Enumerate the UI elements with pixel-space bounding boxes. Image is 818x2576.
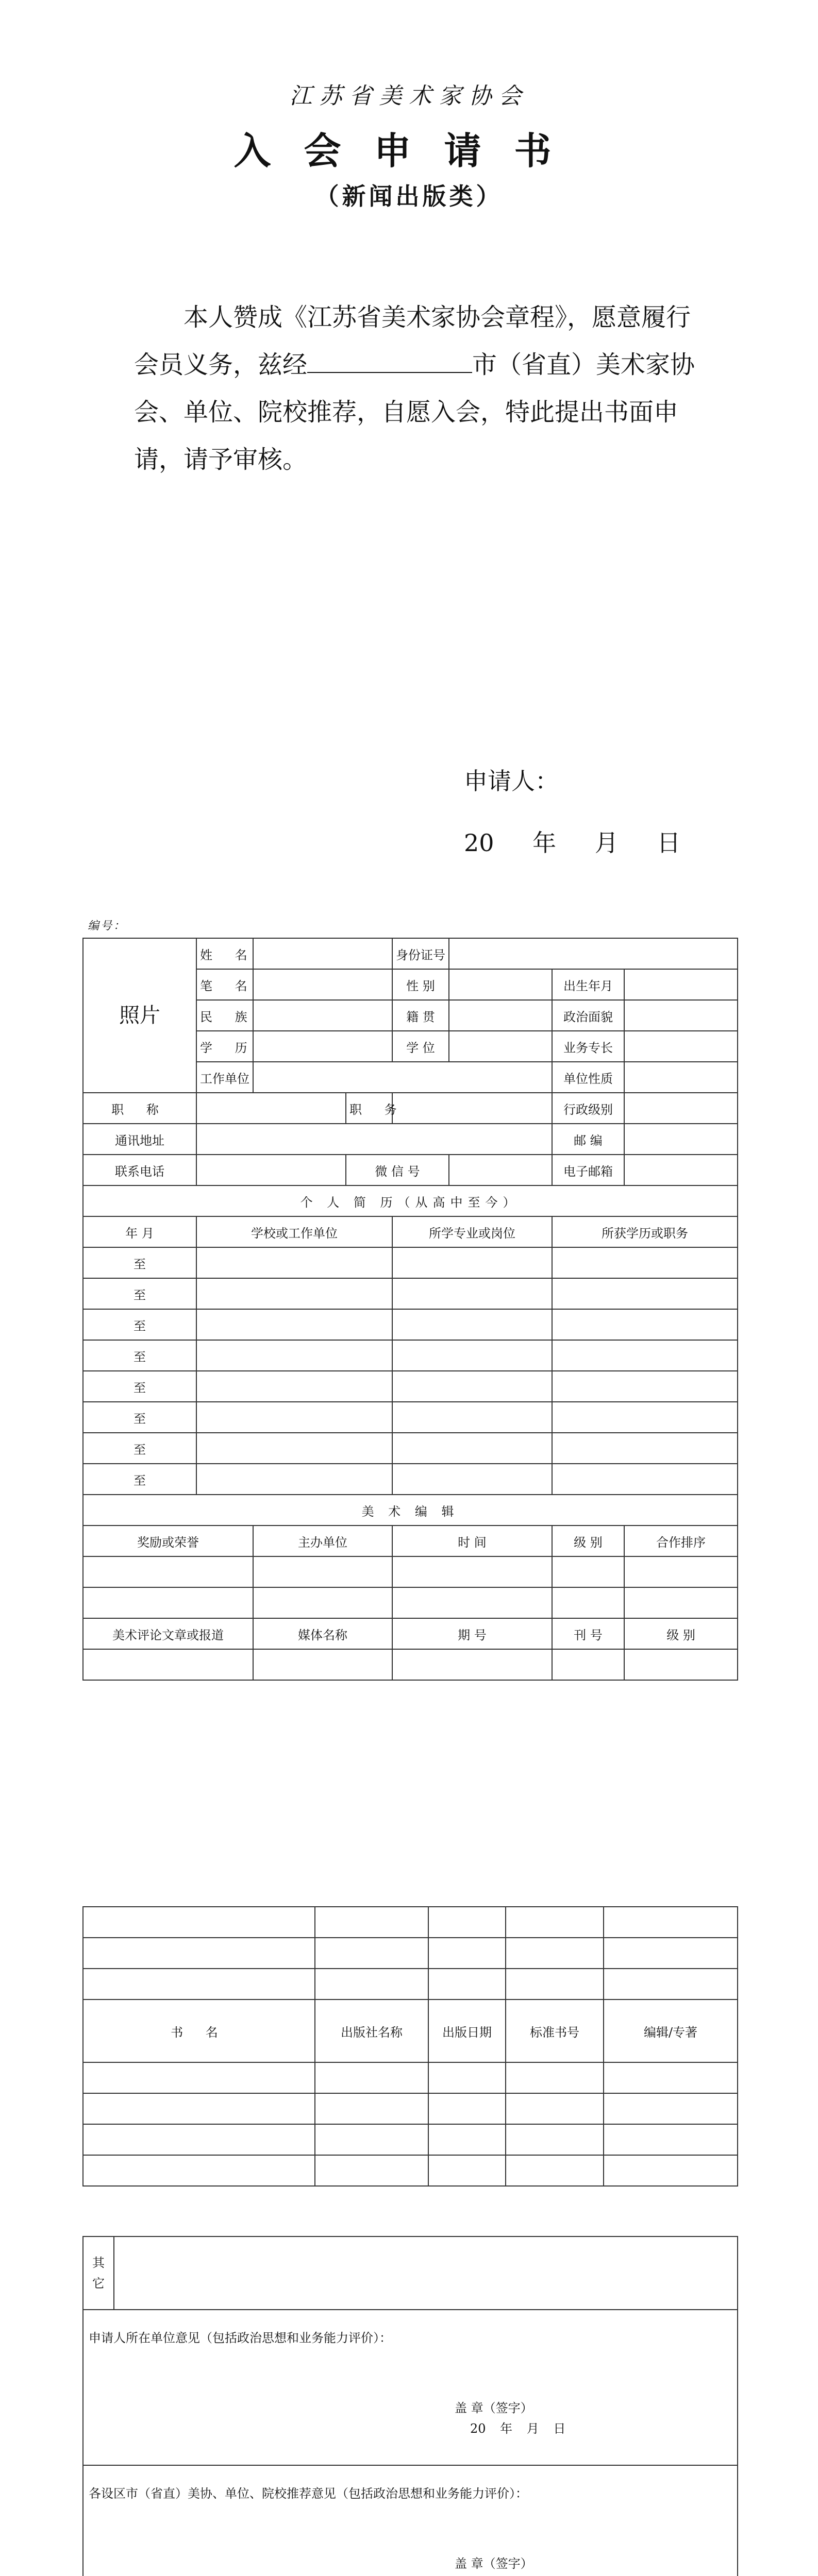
resume-row [83, 1340, 738, 1371]
admin-level-field[interactable] [624, 1093, 738, 1124]
edit-section-title: 美 术 编 辑 [83, 1495, 738, 1526]
resume-period[interactable]: 至 [83, 1309, 196, 1340]
book-col-title: 书 名 [83, 1999, 315, 2062]
resume-cell[interactable] [196, 1278, 392, 1309]
award-cell[interactable] [552, 1556, 624, 1587]
unit-sign-date: 20 年 月 日 [470, 2421, 566, 2436]
book-cell[interactable] [315, 2124, 428, 2155]
admin-level-label: 行政级别 [552, 1093, 624, 1124]
review-col-media: 媒体名称 [253, 1618, 392, 1649]
resume-row [83, 1371, 738, 1402]
pub-cell[interactable] [83, 1938, 315, 1969]
phone-label: 联系电话 [83, 1155, 196, 1185]
unit-nature-label: 单位性质 [552, 1062, 624, 1093]
book-cell[interactable] [83, 2124, 315, 2155]
resume-cell[interactable] [196, 1402, 392, 1433]
birth-label: 出生年月 [552, 969, 624, 1000]
name-label: 姓 名 [196, 938, 253, 969]
award-cell[interactable] [83, 1556, 253, 1587]
pub-cell[interactable] [315, 1969, 428, 1999]
resume-col-date: 年 月 [83, 1216, 196, 1247]
book-col-role: 编辑/专著 [604, 1999, 738, 2062]
award-cell[interactable] [624, 1556, 738, 1587]
resume-cell[interactable] [196, 1309, 392, 1340]
unit-seal-label: 盖 章（签字） [455, 2401, 533, 2415]
award-cell[interactable] [624, 1587, 738, 1618]
id-field[interactable] [449, 938, 738, 969]
resume-cell[interactable] [552, 1402, 738, 1433]
book-cell[interactable] [428, 2062, 506, 2093]
award-cell[interactable] [83, 1587, 253, 1618]
pub-cell[interactable] [428, 1907, 506, 1938]
review-col-level: 级 别 [624, 1618, 738, 1649]
city-blank[interactable] [307, 351, 472, 373]
award-cell[interactable] [392, 1587, 552, 1618]
resume-cell[interactable] [392, 1247, 552, 1278]
specialty-label: 业务专长 [552, 1031, 624, 1062]
book-cell[interactable] [83, 2093, 315, 2124]
book-cell[interactable] [315, 2062, 428, 2093]
pub-cell[interactable] [604, 1969, 738, 1999]
gender-field[interactable] [449, 969, 552, 1000]
pub-cell[interactable] [428, 1938, 506, 1969]
postcode-label: 邮 编 [552, 1124, 624, 1155]
intro-text-1: 本人赞成《江苏省美术家协会章程》，愿意履行会员义务，兹经 [134, 303, 691, 379]
book-cell[interactable] [315, 2093, 428, 2124]
book-cell[interactable] [604, 2124, 738, 2155]
pub-cell[interactable] [604, 1938, 738, 1969]
book-cell[interactable] [83, 2155, 315, 2186]
document-subtitle: （新闻出版类） [315, 182, 503, 210]
email-field[interactable] [624, 1155, 738, 1185]
photo-box[interactable] [83, 938, 196, 1093]
origin-field[interactable] [449, 1000, 552, 1031]
book-cell[interactable] [428, 2155, 506, 2186]
pub-cell[interactable] [428, 1969, 506, 1999]
resume-period[interactable]: 至 [83, 1247, 196, 1278]
award-cell[interactable] [253, 1587, 392, 1618]
resume-cell[interactable] [196, 1464, 392, 1495]
award-row [83, 1556, 738, 1587]
resume-period[interactable]: 至 [83, 1464, 196, 1495]
recommend-opinion[interactable] [83, 2465, 738, 2576]
gender-label: 性 别 [392, 969, 449, 1000]
resume-period[interactable]: 至 [83, 1371, 196, 1402]
resume-row [83, 1247, 738, 1278]
address-label: 通讯地址 [83, 1124, 196, 1155]
birth-field[interactable] [624, 969, 738, 1000]
specialty-field[interactable] [624, 1031, 738, 1062]
resume-cell[interactable] [392, 1402, 552, 1433]
unit-opinion[interactable] [83, 2310, 738, 2465]
workplace-label: 工作单位 [196, 1062, 253, 1093]
id-label: 身份证号 [392, 938, 449, 969]
pub-cell[interactable] [315, 1907, 428, 1938]
resume-cell[interactable] [196, 1247, 392, 1278]
review-cell[interactable] [253, 1649, 392, 1680]
book-row [83, 2093, 738, 2124]
resume-cell[interactable] [196, 1371, 392, 1402]
resume-cell[interactable] [196, 1340, 392, 1371]
organization-name: 江苏省美术家协会 [289, 83, 529, 109]
workplace-field[interactable] [253, 1062, 552, 1093]
book-cell[interactable] [604, 2093, 738, 2124]
pub-row [83, 1907, 738, 1938]
pub-cell[interactable] [506, 1969, 604, 1999]
review-col-number: 刊 号 [552, 1618, 624, 1649]
resume-row [83, 1464, 738, 1495]
book-cell[interactable] [83, 2062, 315, 2093]
unit-opinion-label: 申请人所在单位意见（包括政治思想和业务能力评价）： [89, 2331, 392, 2345]
unit-nature-field[interactable] [624, 1062, 738, 1093]
position-field[interactable] [392, 1093, 552, 1124]
resume-row [83, 1402, 738, 1433]
book-row [83, 2155, 738, 2186]
award-col-organizer: 主办单位 [253, 1526, 392, 1556]
application-date: 20 年 月 日 [464, 829, 681, 857]
name-field[interactable] [253, 938, 392, 969]
review-cell[interactable] [624, 1649, 738, 1680]
pub-cell[interactable] [83, 1969, 315, 1999]
book-cell[interactable] [506, 2062, 604, 2093]
ethnicity-label: 民 族 [196, 1000, 253, 1031]
resume-period[interactable]: 至 [83, 1340, 196, 1371]
file-number-label: 编号： [88, 920, 127, 933]
pub-row [83, 1969, 738, 1999]
resume-cell[interactable] [392, 1309, 552, 1340]
resume-col-school: 学校或工作单位 [196, 1216, 392, 1247]
resume-row [83, 1278, 738, 1309]
wechat-label: 微 信 号 [346, 1155, 449, 1185]
award-col-honor: 奖励或荣誉 [83, 1526, 253, 1556]
other-field[interactable] [114, 2236, 738, 2310]
postcode-field[interactable] [624, 1124, 738, 1155]
ethnicity-field[interactable] [253, 1000, 392, 1031]
resume-cell[interactable] [552, 1340, 738, 1371]
education-field[interactable] [253, 1031, 392, 1062]
book-row [83, 2124, 738, 2155]
other-label: 其它 [83, 2236, 114, 2310]
title-field[interactable] [196, 1093, 346, 1124]
email-label: 电子邮箱 [552, 1155, 624, 1185]
position-label: 职 务 [346, 1093, 392, 1124]
recommend-sign-date [470, 2574, 565, 2576]
origin-label: 籍 贯 [392, 1000, 449, 1031]
intro-paragraph [134, 294, 701, 483]
application-form [82, 938, 738, 1681]
review-cell[interactable] [392, 1649, 552, 1680]
applicant-label: 申请人： [464, 767, 559, 795]
resume-cell[interactable] [392, 1464, 552, 1495]
book-cell[interactable] [604, 2062, 738, 2093]
title-label: 职 称 [83, 1093, 196, 1124]
pub-row [83, 1938, 738, 1969]
degree-field[interactable] [449, 1031, 552, 1062]
phone-field[interactable] [196, 1155, 346, 1185]
resume-period[interactable]: 至 [83, 1433, 196, 1464]
award-cell[interactable] [552, 1587, 624, 1618]
book-col-publisher: 出版社名称 [315, 1999, 428, 2062]
photo-label: 照片 [119, 1004, 160, 1027]
recommend-opinion-label: 各设区市（省直）美协、单位、院校推荐意见（包括政治思想和业务能力评价）： [89, 2486, 528, 2501]
book-cell[interactable] [506, 2155, 604, 2186]
resume-col-degree: 所获学历或职务 [552, 1216, 738, 1247]
intro-text-2: 市（省直）美术家协会、单位、院校推荐，自愿入会，特此提出书面申请，请予审核。 [134, 350, 695, 474]
review-col-issue: 期 号 [392, 1618, 552, 1649]
book-col-date: 出版日期 [428, 1999, 506, 2062]
resume-title: 个 人 简 历（从高中至今） [83, 1185, 738, 1216]
resume-cell[interactable] [552, 1371, 738, 1402]
recommend-seal-label: 盖 章（签字） [455, 2556, 533, 2571]
review-cell[interactable] [552, 1649, 624, 1680]
resume-row [83, 1433, 738, 1464]
book-cell[interactable] [506, 2124, 604, 2155]
pub-cell[interactable] [506, 1938, 604, 1969]
resume-period[interactable]: 至 [83, 1278, 196, 1309]
pen-name-label: 笔 名 [196, 969, 253, 1000]
review-row [83, 1649, 738, 1680]
resume-cell[interactable] [552, 1247, 738, 1278]
resume-cell[interactable] [392, 1433, 552, 1464]
resume-cell[interactable] [552, 1433, 738, 1464]
book-col-isbn: 标准书号 [506, 1999, 604, 2062]
resume-period[interactable]: 至 [83, 1402, 196, 1433]
resume-cell[interactable] [392, 1278, 552, 1309]
resume-cell[interactable] [552, 1309, 738, 1340]
pub-cell[interactable] [315, 1938, 428, 1969]
resume-row [83, 1309, 738, 1340]
resume-col-major: 所学专业或岗位 [392, 1216, 552, 1247]
award-row [83, 1587, 738, 1618]
pub-cell[interactable] [604, 1907, 738, 1938]
award-col-level: 级 别 [552, 1526, 624, 1556]
resume-cell[interactable] [392, 1371, 552, 1402]
opinion-table [82, 2236, 738, 2576]
address-field[interactable] [196, 1124, 552, 1155]
book-cell[interactable] [604, 2155, 738, 2186]
resume-cell[interactable] [552, 1278, 738, 1309]
book-cell[interactable] [315, 2155, 428, 2186]
resume-cell[interactable] [552, 1464, 738, 1495]
book-cell[interactable] [428, 2124, 506, 2155]
award-col-order: 合作排序 [624, 1526, 738, 1556]
award-cell[interactable] [253, 1556, 392, 1587]
pub-cell[interactable] [506, 1907, 604, 1938]
award-cell[interactable] [392, 1556, 552, 1587]
document-title: 入会申请书 [233, 129, 585, 173]
review-col-article: 美术评论文章或报道 [83, 1618, 253, 1649]
book-row [83, 2062, 738, 2093]
pen-name-field[interactable] [253, 969, 392, 1000]
award-col-time: 时 间 [392, 1526, 552, 1556]
review-cell[interactable] [83, 1649, 253, 1680]
publications-table [82, 1906, 738, 2187]
book-cell[interactable] [428, 2093, 506, 2124]
education-label: 学 历 [196, 1031, 253, 1062]
political-label: 政治面貌 [552, 1000, 624, 1031]
wechat-field[interactable] [449, 1155, 552, 1185]
pub-cell[interactable] [83, 1907, 315, 1938]
degree-label: 学 位 [392, 1031, 449, 1062]
political-field[interactable] [624, 1000, 738, 1031]
resume-cell[interactable] [392, 1340, 552, 1371]
resume-cell[interactable] [196, 1433, 392, 1464]
book-cell[interactable] [506, 2093, 604, 2124]
